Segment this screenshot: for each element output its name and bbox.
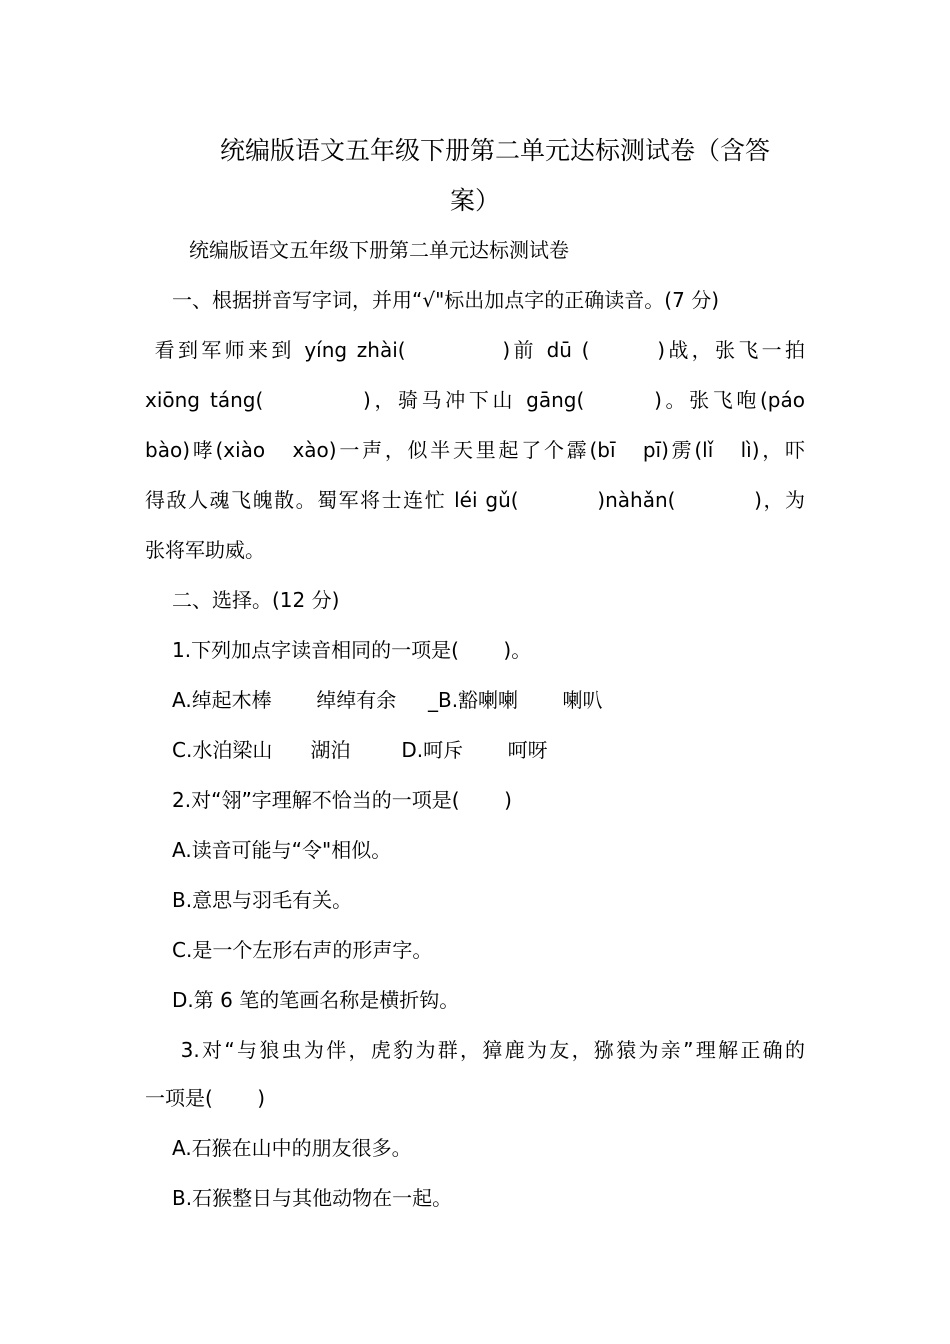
section-1-line: 张将军助威。 [145, 538, 265, 562]
question-2-option-a: A.读音可能与“令"相似。 [172, 838, 392, 862]
question-1-stem: 1.下列加点字读音相同的一项是( )。 [172, 638, 532, 662]
section-1-line: 看到军师来到 yíng zhài( )前 dū ( )战，张飞一拍 [145, 338, 805, 362]
question-3-stem-line-2: 一项是( ) [145, 1086, 266, 1110]
section-1-line: 得敌人魂飞魄散。蜀军将士连忙 léi gǔ( )nàhǎn( )，为 [145, 488, 805, 512]
section-1-line: bào)哮(xiào xào)一声，似半天里起了个霹(bī pī)雳(lǐ lì)，吓 [145, 438, 805, 462]
title-line-1: 统编版语文五年级下册第二单元达标测试卷（含答 [220, 136, 771, 165]
subtitle: 统编版语文五年级下册第二单元达标测试卷 [189, 238, 569, 262]
title-line-2: 案） [450, 186, 501, 215]
section-1-line: xiōng táng( )，骑马冲下山 gāng( )。张飞咆(páo [145, 388, 805, 412]
question-1-options-cd: C.水泊梁山 湖泊 D.呵斥 呵呀 [172, 738, 548, 762]
question-2-option-d: D.第 6 笔的笔画名称是横折钩。 [172, 988, 460, 1012]
section-2-heading: 二、选择。(12 分) [172, 588, 340, 612]
question-1-options-ab: A.绰起木棒 绰绰有余 _B.豁喇喇 喇叭 [172, 688, 603, 712]
question-2-stem: 2.对“翎”字理解不恰当的一项是( ) [172, 788, 512, 812]
question-3-option-b: B.石猴整日与其他动物在一起。 [172, 1186, 453, 1210]
question-2-option-c: C.是一个左形右声的形声字。 [172, 938, 433, 962]
question-3-stem-line-1: 3.对“与狼虫为伴，虎豹为群，獐鹿为友，猕猿为亲”理解正确的 [172, 1038, 805, 1062]
question-2-option-b: B.意思与羽毛有关。 [172, 888, 353, 912]
question-3-option-a: A.石猴在山中的朋友很多。 [172, 1136, 412, 1160]
section-1-heading: 一、根据拼音写字词，并用“√"标出加点字的正确读音。(7 分) [172, 288, 719, 312]
